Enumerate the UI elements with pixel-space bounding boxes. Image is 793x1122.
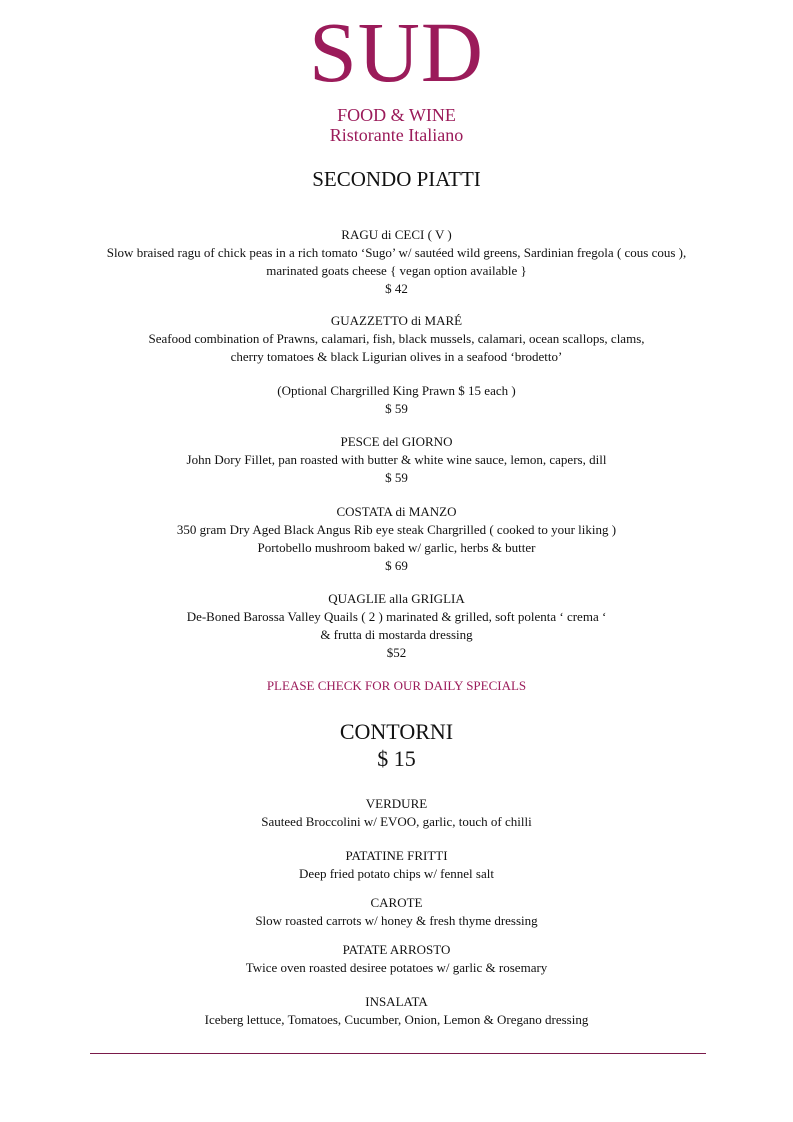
tagline-food-wine: FOOD & WINE — [337, 105, 456, 125]
dish-description: Portobello mushroom baked w/ garlic, herbs & butter — [257, 540, 536, 555]
dish-description: cherry tomatoes & black Ligurian olives in a seafood ‘brodetto’ — [230, 349, 563, 364]
dish-name: PESCE del GIORNO — [340, 434, 453, 449]
restaurant-logo: SUD — [308, 4, 485, 100]
side-name: INSALATA — [365, 994, 428, 1009]
dish-description: & frutta di mostarda dressing — [320, 627, 473, 642]
side-name: PATATINE FRITTI — [345, 848, 448, 863]
side-description: Sauteed Broccolini w/ EVOO, garlic, touch of chilli — [261, 814, 532, 829]
dish-description: Slow braised ragu of chick peas in a rich tomato ‘Sugo’ w/ sautéed wild greens, Sardinian fregola ( cous cous ), — [106, 245, 687, 260]
dish-option: (Optional Chargrilled King Prawn $ 15 each ) — [277, 383, 516, 398]
dish-price: $52 — [386, 645, 407, 660]
dish-name: GUAZZETTO di MARÉ — [330, 313, 463, 328]
secondi-section-title: SECONDO PIATTI — [312, 167, 481, 191]
footer-divider — [90, 1053, 706, 1054]
side-description: Deep fried potato chips w/ fennel salt — [299, 866, 494, 881]
dish-price: $ 69 — [385, 558, 408, 573]
side-name: VERDURE — [365, 796, 428, 811]
side-name: PATATE ARROSTO — [342, 942, 451, 957]
dish-price: $ 59 — [385, 470, 408, 485]
tagline-ristorante: Ristorante Italiano — [329, 125, 464, 145]
dish-name: RAGU di CECI ( V ) — [341, 227, 452, 242]
dish-price: $ 42 — [385, 281, 408, 296]
dish-name: QUAGLIE alla GRIGLIA — [328, 591, 465, 606]
dish-description: marinated goats cheese { vegan option available } — [266, 263, 527, 278]
daily-specials-notice: PLEASE CHECK FOR OUR DAILY SPECIALS — [266, 678, 527, 693]
dish-description: 350 gram Dry Aged Black Angus Rib eye steak Chargrilled ( cooked to your liking ) — [176, 522, 617, 537]
dish-description: De-Boned Barossa Valley Quails ( 2 ) marinated & grilled, soft polenta ‘ crema ‘ — [186, 609, 607, 624]
dish-description: John Dory Fillet, pan roasted with butter & white wine sauce, lemon, capers, dill — [186, 452, 607, 467]
dish-price: $ 59 — [385, 401, 408, 416]
contorni-section-title: CONTORNI — [339, 719, 454, 744]
side-description: Twice oven roasted desiree potatoes w/ garlic & rosemary — [245, 960, 548, 975]
side-description: Slow roasted carrots w/ honey & fresh thyme dressing — [255, 913, 538, 928]
side-name: CAROTE — [370, 895, 423, 910]
dish-name: COSTATA di MANZO — [336, 504, 457, 519]
contorni-price: $ 15 — [377, 746, 416, 771]
side-description: Iceberg lettuce, Tomatoes, Cucumber, Onion, Lemon & Oregano dressing — [204, 1012, 589, 1027]
dish-description: Seafood combination of Prawns, calamari, fish, black mussels, calamari, ocean scallops, clams, — [148, 331, 645, 346]
